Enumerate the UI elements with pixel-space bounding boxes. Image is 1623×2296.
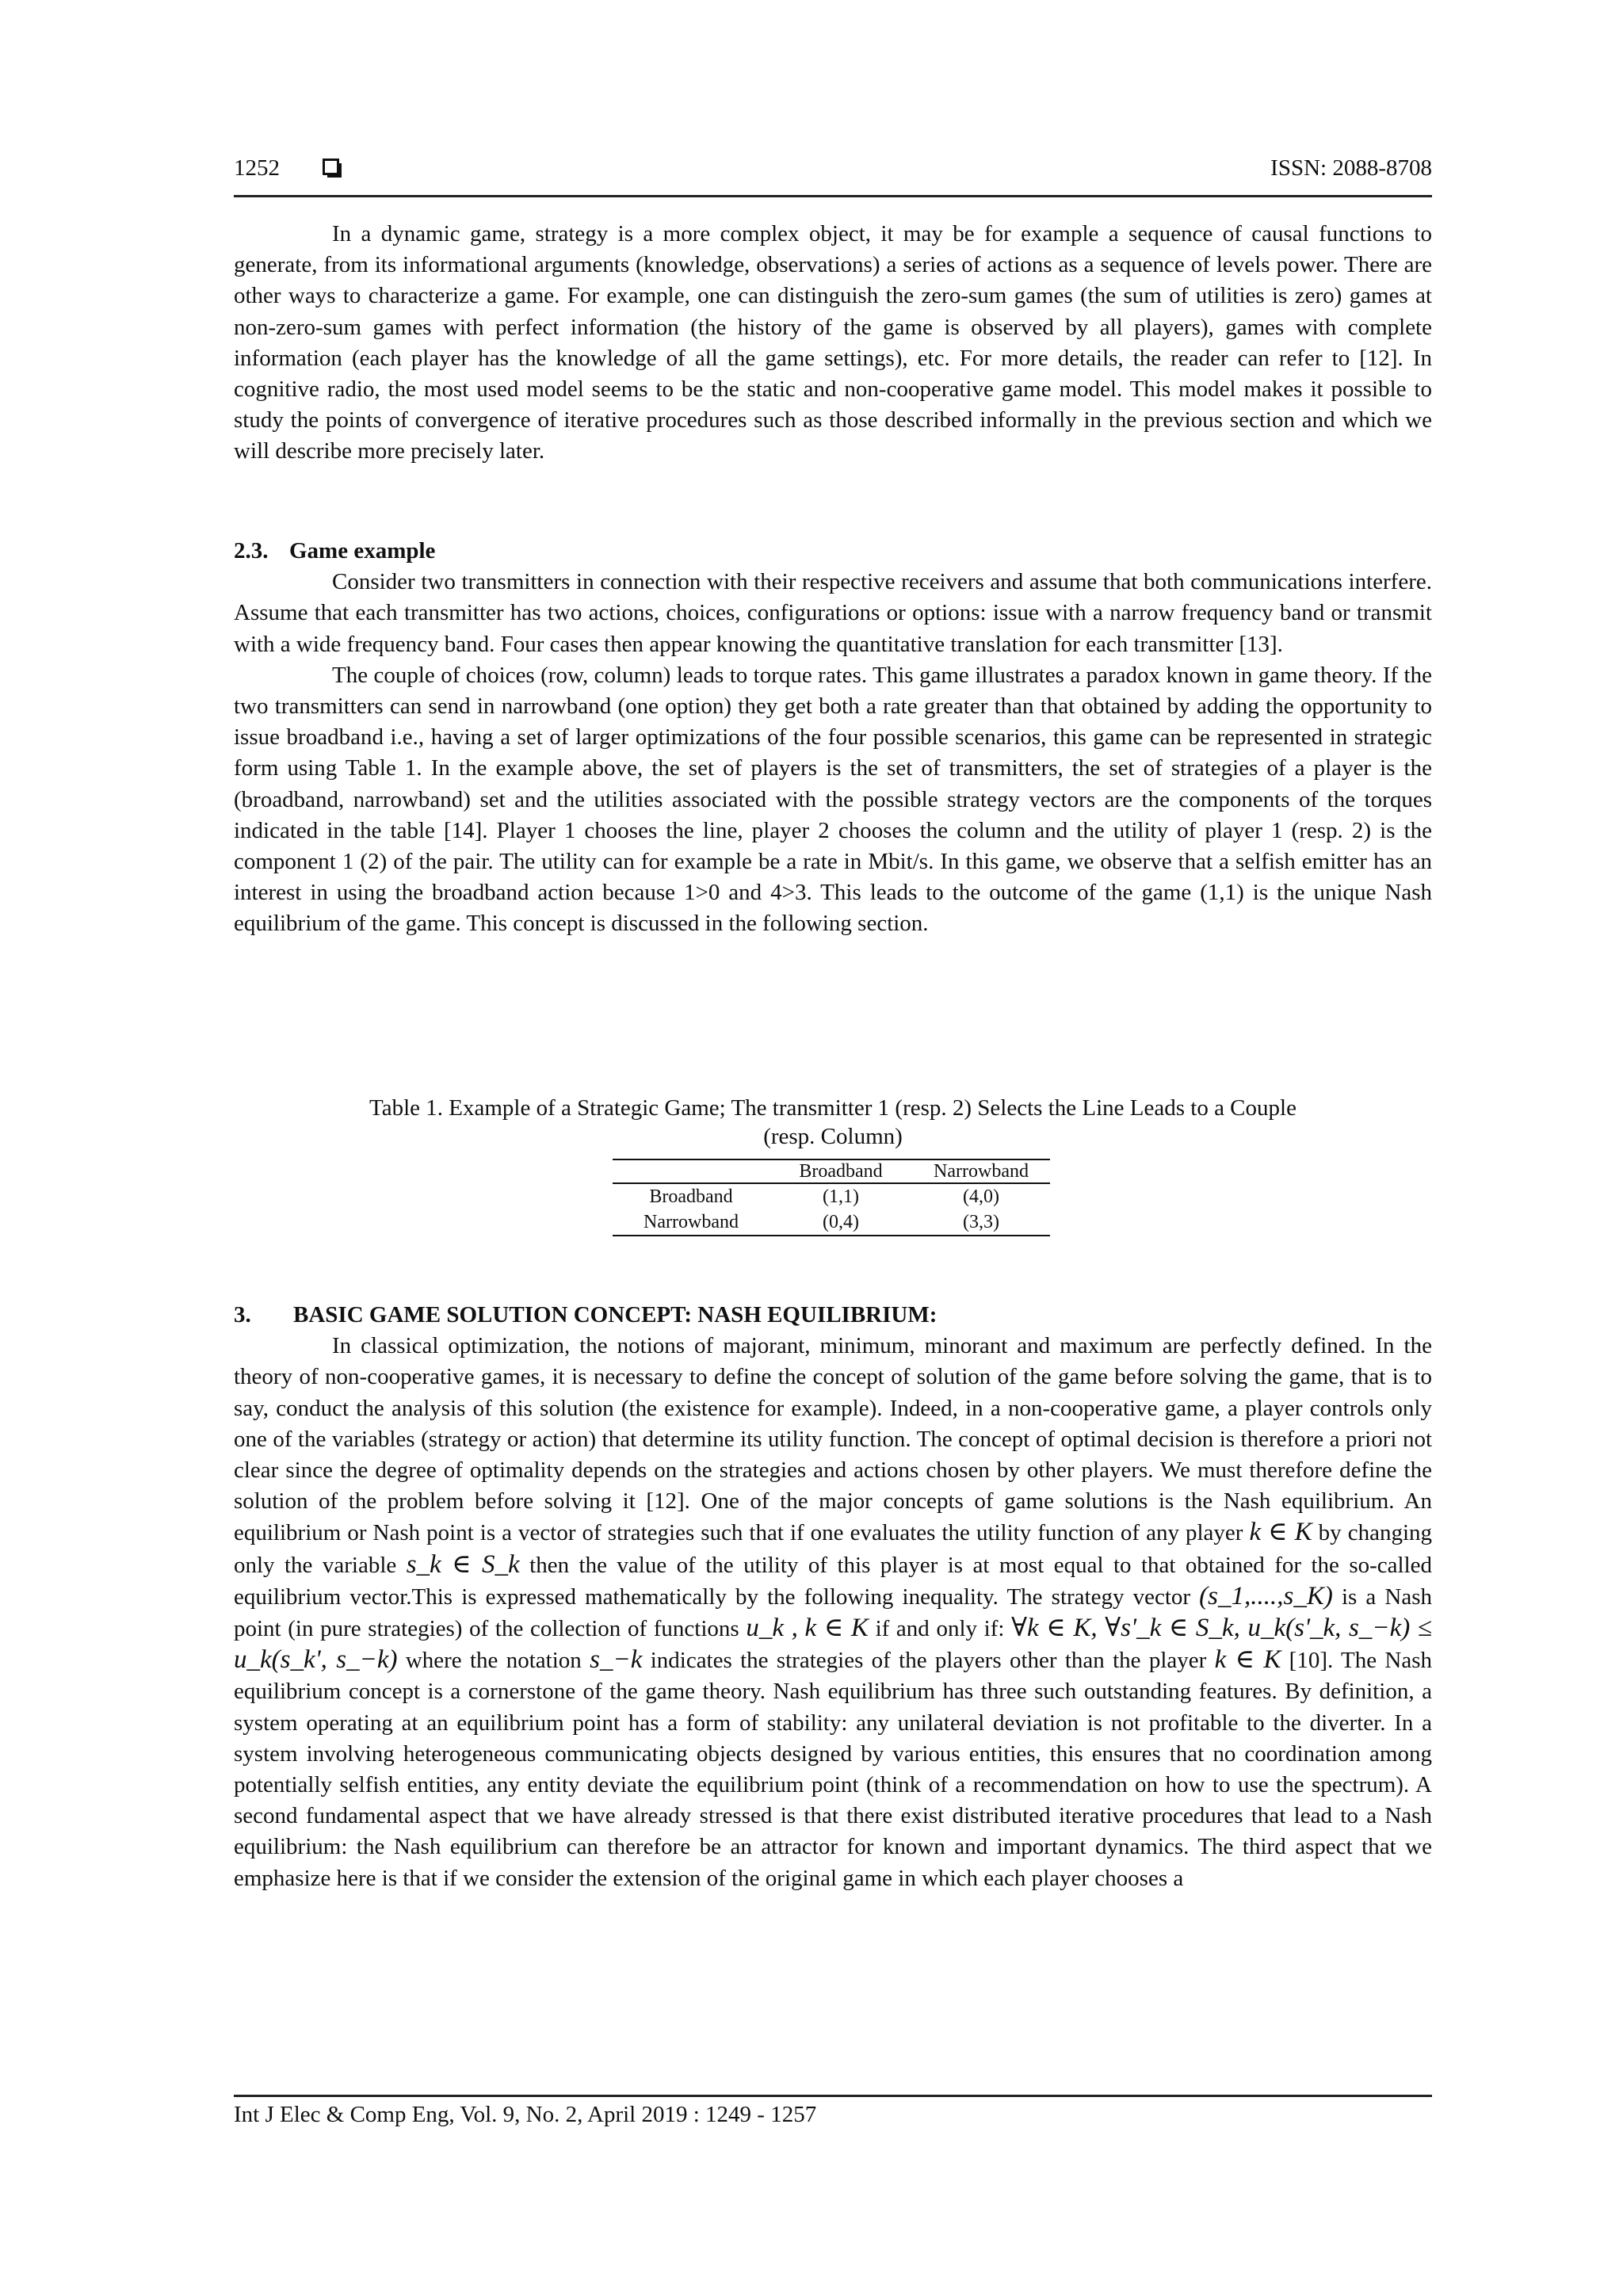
page-header bbox=[234, 155, 1432, 197]
section-title: Game example bbox=[289, 538, 436, 563]
table-header-row bbox=[613, 1159, 1050, 1183]
math-k-in-K: k ∈ K bbox=[804, 1614, 869, 1643]
section-title: BASIC GAME SOLUTION CONCEPT: NASH EQUILIBRIUM: bbox=[293, 1302, 938, 1328]
paragraph: The couple of choices (row, column) leads to torque rates. This game illustrates a paradox known in game theory. If the two transmitters can send in narrowband (one option) they get both a rate greater than that obtained by adding the opportunity to issue broadband i.e., having a set of larger optimizations of the four possible scenarios, this game can be represented in strategic form using Table 1. In the example above, the set of players is the set of transmitters, the set of strategies of a player is the (broadband, narrowband) set and the utilities associated with the possible strategy vectors are the components of the torques indicated in the table [14]. Player 1 chooses the line, player 2 chooses the column and the utility of player 1 (resp. 2) is the component 1 (2) of the pair. The utility can for example be a rate in Mbit/s. In this game, we observe that a selfish emitter has an interest in using the broadband action because 1>0 and 4>3. This leads to the outcome of the game (1,1) is the unique Nash equilibrium of the game. This concept is discussed in the following section. bbox=[234, 662, 1432, 937]
table-cell: (1,1) bbox=[823, 1186, 859, 1207]
issn-label: ISSN: 2088-8708 bbox=[1270, 155, 1432, 181]
math-s-minus-k: s_−k bbox=[590, 1645, 643, 1675]
table-cell: Narrowband bbox=[613, 1209, 769, 1236]
table-caption-line: (resp. Column) bbox=[763, 1124, 903, 1149]
page-footer bbox=[234, 2095, 1432, 2128]
table-cell: (4,0) bbox=[963, 1186, 999, 1207]
paragraph: Consider two transmitters in connection with their respective receivers and assume that both communications interfere. Assume that each transmitter has two actions, choices, configurations or options: issue with a narrow frequency band or transmit with a wide frequency band. Four cases then appear knowing the quantitative translation for each transmitter [13]. bbox=[234, 569, 1432, 657]
math-nash-condition: ∀k ∈ K, ∀s'_k ∈ S_k, u_k(s'_k, s_−k) ≤ u_k(s_k', s_−k) bbox=[234, 1614, 1433, 1675]
page-number: 1252 bbox=[234, 155, 280, 181]
text-run: In classical optimization, the notions of majorant, minimum, minorant and maximum are perfectly defined. In the theory of non-cooperative games, it is necessary to define the concept of solution of the game before solving the game, that is to say, conduct the analysis of this solution (the existence for example). Indeed, in a non-cooperative game, a player controls only one of the variables (strategy or action) that determine its utility function. The concept of optimal decision is therefore a priori not clear since the degree of optimality depends on the strategies and actions chosen by other players. We must therefore define the solution of the problem before solving it [12]. One of the major concepts of game solutions is the Nash equilibrium. An equilibrium or Nash point is a vector of strategies such that if one evaluates the utility function of any player bbox=[234, 1333, 1432, 1546]
dynamic-game-paragraph-block bbox=[234, 219, 1432, 468]
section-3 bbox=[234, 1300, 1432, 1894]
math-k-in-K: k ∈ K bbox=[1249, 1518, 1312, 1547]
text-run: if and only if: bbox=[875, 1616, 1005, 1642]
table-header-cell bbox=[613, 1159, 769, 1183]
table-cell: Broadband bbox=[649, 1186, 733, 1207]
math-k-in-K: k ∈ K bbox=[1214, 1645, 1281, 1675]
table-cell: (0,4) bbox=[769, 1209, 912, 1236]
text-run: is a Nash point (in pure strategies) of the collection of functions bbox=[234, 1584, 1433, 1642]
math-sk-in-Sk: s_k ∈ S_k bbox=[406, 1549, 520, 1579]
table-row bbox=[613, 1183, 1050, 1209]
section-heading bbox=[234, 1300, 1432, 1331]
text-run: then the value of the utility of this player is at most equal to that obtained for the so-called equilibrium vector.This is expressed mathematically by the following inequality. The strategy vector bbox=[234, 1552, 1432, 1610]
nash-paragraph bbox=[234, 1331, 1432, 1894]
section-number: 2.3. bbox=[234, 538, 269, 563]
checkbox-square-icon bbox=[323, 159, 339, 175]
table-caption-line: Table 1. Example of a Strategic Game; The transmitter 1 (resp. 2) Selects the Line Leads to a Couple bbox=[369, 1095, 1296, 1121]
text-run: indicates the strategies of the players other than the player bbox=[650, 1648, 1207, 1674]
journal-citation: Int J Elec & Comp Eng, Vol. 9, No. 2, April 2019 : 1249 - 1257 bbox=[234, 2102, 817, 2127]
table-cell: (3,3) bbox=[912, 1209, 1050, 1236]
strategic-game-table bbox=[613, 1159, 1050, 1236]
section-number: 3. bbox=[234, 1302, 251, 1328]
table-row bbox=[613, 1209, 1050, 1236]
section-2-3 bbox=[234, 536, 1432, 940]
text-run: by changing only the variable bbox=[234, 1520, 1432, 1578]
section-heading bbox=[234, 536, 1432, 567]
table-header-cell: Broadband bbox=[769, 1159, 912, 1183]
math-uk: u_k , bbox=[746, 1614, 798, 1643]
text-run: where the notation bbox=[405, 1648, 582, 1674]
table-caption bbox=[262, 1094, 1404, 1151]
paragraph: In a dynamic game, strategy is a more complex object, it may be for example a sequence of causal functions to generate, from its informational arguments (knowledge, observations) a series of actions as a sequence of levels power. There are other ways to characterize a game. For example, one can distinguish the zero-sum games (the sum of utilities is zero) games at non-zero-sum games with perfect information (the history of the game is observed by all players), games with complete information (each player has the knowledge of all the game settings), etc. For more details, the reader can refer to [12]. In cognitive radio, the most used model seems to be the static and non-cooperative game model. This model makes it possible to study the points of convergence of iterative procedures such as those described informally in the previous section and which we will describe more precisely later. bbox=[234, 221, 1432, 464]
math-strategy-vector: (s_1,....,s_K) bbox=[1199, 1581, 1333, 1610]
text-run: [10]. The Nash equilibrium concept is a cornerstone of the game theory. Nash equilibrium has three such outstanding features. By definition, a system operating at an equilibrium point has a form of stability: any unilateral deviation is not profitable to the diverter. In a system involving heterogeneous communicating objects designed by various entities, this ensures that no coordination among potentially selfish entities, any entity deviate the equilibrium point (think of a recommendation on how to use the spectrum). A second fundamental aspect that we have already stressed is that there exist distributed iterative procedures that lead to a Nash equilibrium: the Nash equilibrium can therefore be an attractor for known and important dynamics. The third aspect that we emphasize here is that if we consider the extension of the original game in which each player chooses a bbox=[234, 1648, 1433, 1891]
table-header-cell: Narrowband bbox=[912, 1159, 1050, 1183]
